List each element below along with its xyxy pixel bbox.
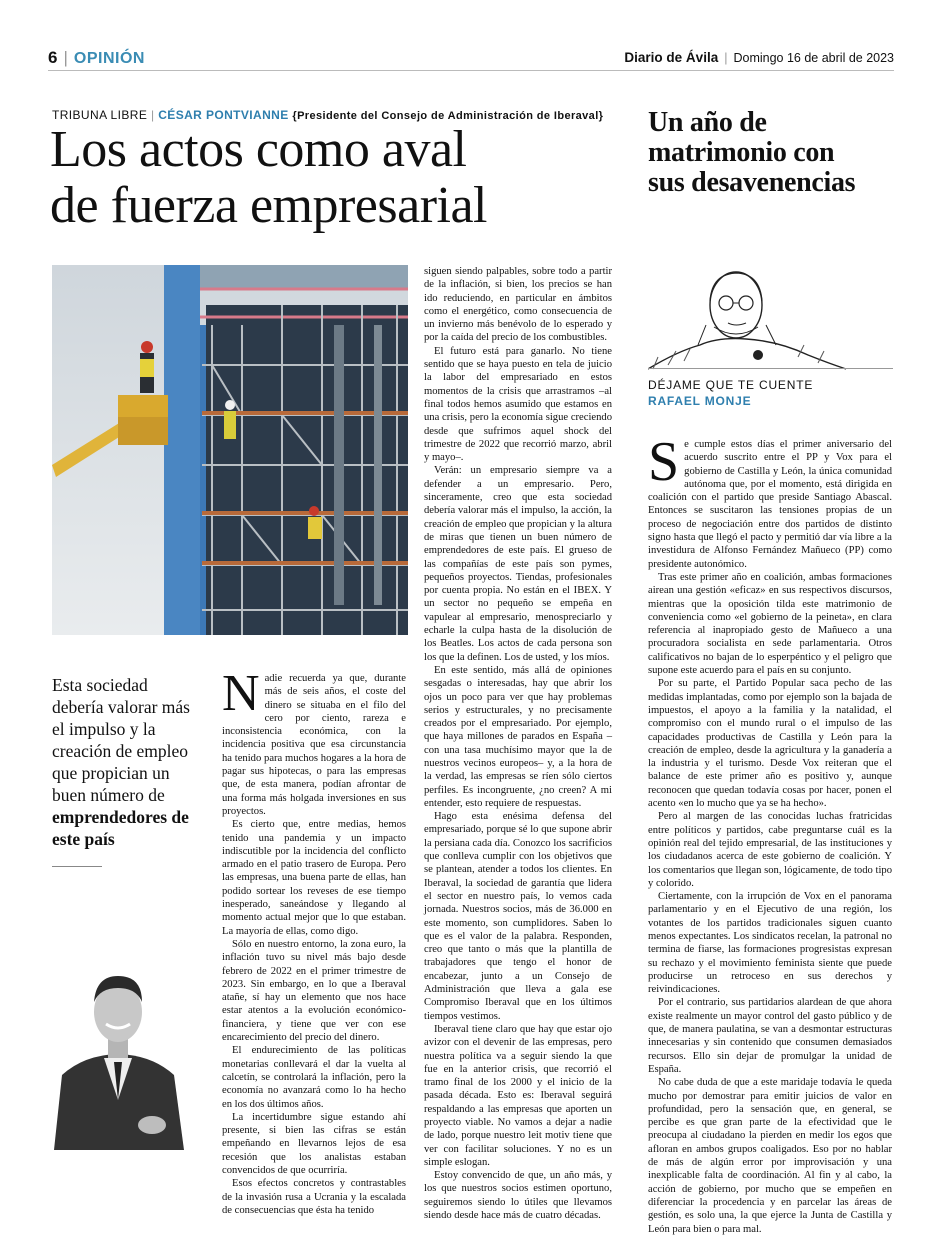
drop-cap: N bbox=[222, 665, 260, 722]
article-column-2 bbox=[424, 265, 612, 1222]
paper-name: Diario de Ávila bbox=[624, 50, 719, 65]
article-kicker: TRIBUNA LIBRE | CÉSAR PONTVIANNE {Presidente del Consejo de Administración de Iberaval} bbox=[52, 108, 604, 122]
masthead-date: Diario de Ávila | Domingo 16 de abril de 2023 bbox=[624, 50, 894, 65]
author-role: {Presidente del Consejo de Administración de Iberaval} bbox=[292, 110, 604, 122]
headline-line-1: Los actos como aval bbox=[50, 121, 467, 178]
issue-date: Domingo 16 de abril de 2023 bbox=[733, 51, 894, 65]
headline-line-2: de fuerza empresarial bbox=[50, 177, 487, 234]
page-number-section: 6 | OPINIÓN bbox=[48, 48, 145, 67]
article-paragraph: En este sentido, más allá de opiniones sesgadas o interesadas, hay que abrir los ojos un poco para ver que hay problemas serios y estructurales, y no precisamente creados por el empresariado. Por ejemplo, que haya millones de parados en España –con una tasa muchísimo mayor que la de nuestros vecinos europeos– y, a la hora de la verdad, las empresas se ríen sólo ciertos perfiles. Es incongruente, ¿no creen? A mi entender, esto requiere de respuestas. bbox=[424, 664, 612, 809]
column-divider bbox=[648, 368, 893, 369]
drop-cap: S bbox=[648, 431, 680, 493]
column-paragraph: Pero al margen de las conocidas luchas fratricidas entre políticos y partidos, cabe preguntarse cuál es la opinión real del tejido empresarial, de las instituciones y los ciudadanos acerca de este gobierno de coalición. Y los comentarios que llegan son, lógicamente, de todo tipo y colorido. bbox=[648, 811, 892, 889]
column-paragraph: Ciertamente, con la irrupción de Vox en el panorama parlamentario y en el Ejecutivo de una región, los votantes de los partidos tradicionales siguen cuanto menos expectantes. Los sindicatos recelan, la patronal no termina de fiarse, las formaciones progresistas expresan su rechazo y el movimiento feminista siente que puede producirse un retroceso en sus derechos y reivindicaciones. bbox=[648, 891, 892, 996]
pull-quote-text: Esta sociedad debería valorar más el impulso y la creación de empleo que propician un buen número de bbox=[52, 675, 190, 805]
article-author: CÉSAR PONTVIANNE bbox=[158, 108, 289, 122]
kicker-type: TRIBUNA LIBRE bbox=[52, 108, 148, 122]
column-headline bbox=[648, 108, 898, 198]
pull-quote bbox=[52, 674, 192, 850]
article-paragraph: Estoy convencido de que, un año más, y los que nuestros socios estimen oportuno, seguiremos siendo lo útiles que llevamos siendo desde hace más de cuatro décadas. bbox=[424, 1170, 612, 1222]
section-name: OPINIÓN bbox=[73, 50, 145, 67]
column-paragraph: Se cumple estos días el primer aniversario del acuerdo suscrito entre el PP y Vox para el gobierno de Castilla y León, la única comunidad autónoma que, por el momento, está dirigida en coalición con el partido que preside Santiago Abascal. Entonces se suscitaron las tensiones propias de un proceso de negociación entre dos partidos de distinto signo hasta que llegó el pacto y permitió dar vía libre a la investidura de Alfonso Fernández Mañueco (PP) como presidente autonómico. bbox=[648, 431, 892, 570]
article-paragraph: El endurecimiento de las políticas monetarias conllevará el dar la vuelta al calcetín, se controlará la inflación, pero la economía no avanzará como lo ha hecho en los dos últimos años. bbox=[222, 1045, 406, 1110]
column-headline-line-2: matrimonio con bbox=[648, 137, 835, 168]
column-body bbox=[648, 431, 892, 1236]
article-paragraph: La incertidumbre sigue estando ahí presente, si bien las cifras se están empeñando en llevarnos lejos de esa recesión que los analistas estaban convencidos de que ocurriría. bbox=[222, 1111, 406, 1176]
column-paragraph: No cabe duda de que a este maridaje todavía le queda mucho por demostrar para emitir juicios de valor en profundidad, pero la sensación que, en general, se percibe es que gran parte de la efectividad que le preocupa al ciudadano la pierden en medir los egos que afloran en ambos grupos coaligados. Eso por no hablar de más de algún error por improvisación y una inexplicable falta de coordinación. Al fin y al cabo, la acción de gobierno, por mucho que se empeñen en diferenciar la procedencia y en parcelar las áreas de gestión, es solo una, la que ejerce la Junta de Castilla y León para bien o para mal. bbox=[648, 1077, 892, 1235]
article-paragraph: El futuro está para ganarlo. No tiene sentido que se haya puesto en tela de juicio la labor del empresariado en estos momentos de la crisis que arrastramos –al final todos hemos asumido que estamos en una crisis, pero la economía sigue creciendo desde que sufrimos aquel shock del trimestre de 2022 que recorrió marzo, abril y mayo–. bbox=[424, 345, 612, 464]
article-paragraph: Nadie recuerda ya que, durante más de seis años, el coste del dinero se situaba en el filo del cero por ciento, rareza e inconsistencia económica, con la incidencia positiva que esa circunstancia ha tenido para muchos hogares a la hora de pagar sus hipotecas, o para las empresas que, de esta manera, podían afrontar de una forma más holgada inversiones en sus proyectos. bbox=[222, 665, 406, 817]
article-paragraph: Sólo en nuestro entorno, la zona euro, la inflación tuvo su nivel más bajo desde febrero de 2022 en el primer trimestre de 2023. Sin embargo, en lo que a Iberaval atañe, sí hay un elemento que nos hace estar atentos a la evolución económico-financiera, y tiene que ver con ese encarecimiento del precio del dinero. bbox=[222, 938, 406, 1044]
pull-quote-rule bbox=[52, 866, 102, 867]
industrial-plant-photo bbox=[52, 265, 408, 635]
column-paragraph: Tras este primer año en coalición, ambas formaciones airean una gestión «eficaz» en sus respectivos discursos, mientras que la oposición tilda este matrimonio de conveniencia como «el gobierno de la peineta», en clara referencia al inapropiado gesto de Mañueco a una procuradora socialista en sede parlamentaria. Otros calificativos no bajan de lo esperpéntico y el peligro que supone este acuerdo para el país en su conjunto. bbox=[648, 571, 892, 677]
article-paragraph: Esos efectos concretos y contrastables de la invasión rusa a Ucrania y la escalada de consecuencias que ésta ha tenido bbox=[222, 1178, 406, 1216]
author-portrait bbox=[44, 950, 192, 1150]
article-paragraph: Iberaval tiene claro que hay que estar ojo avizor con el devenir de las empresas, pero nuestra política va a seguir siendo la que fue en la anterior crisis, que recorrió el tramo final de los 2000 y el inicio de la pasada década. Esto es: Iberaval seguirá respaldando a las empresas que aporten un proyecto viable. No vamos a dejar a nadie de lado, porque nuestro leit motiv tiene que ver con facilitar soluciones. Y no es un simple eslogan. bbox=[424, 1023, 612, 1168]
article-paragraph: siguen siendo palpables, sobre todo a partir de la inflación, si bien, los precios se han ido reduciendo, en particular en ámbitos como el energético, como consecuencia de un invierno más benévolo de lo esperado y por la caída del precio de los combustibles. bbox=[424, 266, 612, 344]
column-headline-line-1: Un año de bbox=[648, 107, 767, 138]
article-paragraph: Hago esta enésima defensa del empresariado, porque sé lo que supone abrir la persiana cada día. Conozco los sacrificios que conlleva cumplir con los objetivos que se plantean, atender a todos los clientes. En Iberaval, la sociedad de garantía que lidera el sector en nuestro país, lo vemos cada jornada. Nuestros socios, más de 36.000 en este momento, son cumplidores. Saben lo que es el valor de la palabra. Responden, creo que tanto o más que la plantilla de trabajadores que tengo el honor de encabezar, junto a un Consejo de Administración que lleva a gala ese Compromiso Iberaval que en los últimos tiempos vestimos. bbox=[424, 811, 612, 1022]
column-headline-line-3: sus desavenencias bbox=[648, 167, 856, 198]
article-column-1 bbox=[222, 665, 406, 1217]
article-paragraph: Verán: un empresario siempre va a defender a un empresario. Pero, sinceramente, creo que esta sociedad debería valorar más el impulso, la acción, la creación de empleo que propician y la altura de miras que tienen un buen número de emprendedores de este país. El grueso de las compañías de este país son pymes, pequeños proyectos. Tiendas, profesionales por cuenta propia. No están en el IBEX. Y un sector no pequeño se empeña en vapulear al empresario, menospreciarlo y echarle la culpa hasta de la disolución de los Beatles. Los actos de cada persona son los que la definen. Los de usted, y los míos. bbox=[424, 465, 612, 663]
article-headline bbox=[50, 122, 630, 234]
columnist-caricature bbox=[648, 265, 848, 375]
column-kicker: DÉJAME QUE TE CUENTE bbox=[648, 378, 814, 392]
page-header bbox=[48, 44, 894, 71]
column-author: RAFAEL MONJE bbox=[648, 394, 752, 408]
pull-quote-emphasis: emprendedores de este país bbox=[52, 807, 189, 849]
page-number: 6 bbox=[48, 48, 58, 67]
column-paragraph: Por el contrario, sus partidarios alardean de que ahora existe realmente un mayor control del gasto público y de que, de manera paulatina, se van a desmontar estructuras innecesarias y sin contenido que consumen demasiados recursos. Ello sin dejar de promulgar la unidad de España. bbox=[648, 997, 892, 1075]
article-paragraph: Es cierto que, entre medias, hemos tenido una pandemia y un impacto indiscutible por la incidencia del conflicto armado en el patio trasero de Europa. Pero las empresas, una buena parte de ellas, han podido sortear los reveses de ese tiempo inesperado, saneándose y llegando al momento actual mejor que lo que estaban. La mayoría de ellas, como digo. bbox=[222, 819, 406, 937]
column-paragraph: Por su parte, el Partido Popular saca pecho de las medidas implantadas, como por ejemplo son la bajada de impuestos, el apoyo a la familia y la natalidad, el compromiso con el mundo rural o el impulso de las capacidades productivas de Castilla y León para la creación de empleo, desde la agricultura y la ganadería a la industria y el turismo. Desde Vox reiteran que el balance de este primer año es positivo y, aunque reconocen que quedan todavía cosas por hacer, ponen el acento «en lo mucho que ya se ha hecho». bbox=[648, 678, 892, 810]
